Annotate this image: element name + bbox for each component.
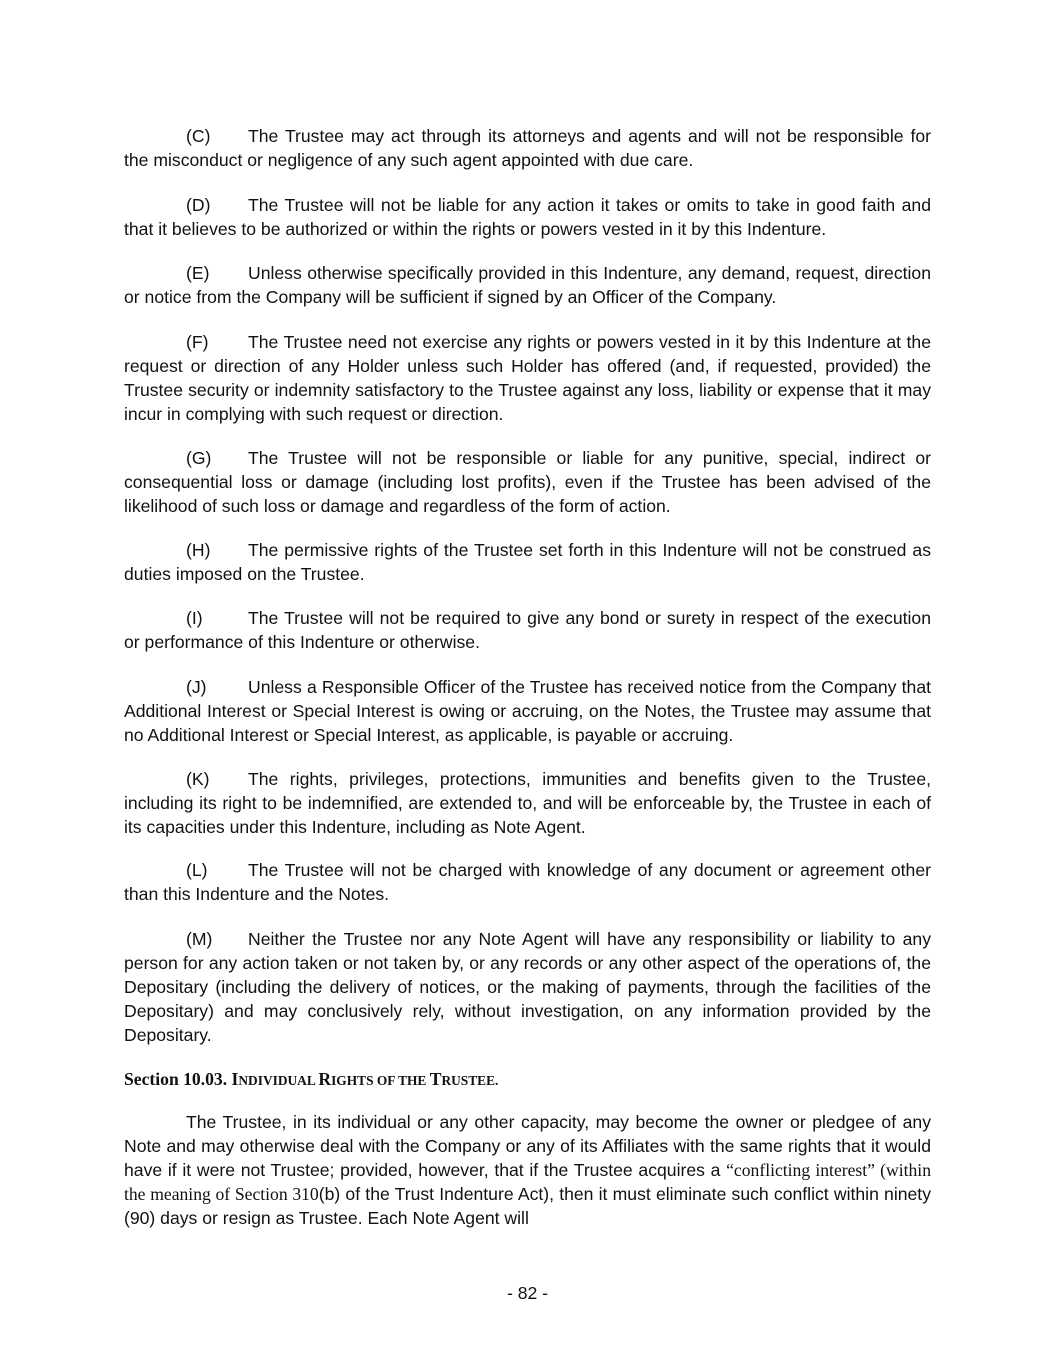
paragraph-label: (C)	[186, 126, 211, 146]
paragraph-text: Unless otherwise specifically provided in this Indenture, any demand, request, direction or notice from the Company will be sufficient if signed by an Officer of the Company.	[124, 263, 931, 307]
paragraph-label: (G)	[186, 448, 212, 468]
paragraph-l	[124, 858, 931, 906]
paragraph-text: Neither the Trustee nor any Note Agent will have any responsibility or liability to any person for any action taken or not taken by, or any records or any other aspect of the operations of, the Depositary (including the delivery of notices, or the making of payments, through the facilities of the Depositary) and may conclusively rely, without investigation, on any information provided by the Depositary.	[124, 929, 931, 1045]
paragraph-label: (M)	[186, 929, 213, 949]
paragraph-e	[124, 261, 931, 309]
paragraph-k	[124, 767, 931, 839]
section-body-part2: “conflicting interest” (within the meaning of Section 310	[124, 1160, 931, 1204]
section-title: INDIVIDUAL RIGHTS OF THE TRUSTEE.	[231, 1069, 499, 1089]
paragraph-label: (K)	[186, 769, 210, 789]
paragraph-text: The Trustee will not be charged with knowledge of any document or agreement other than this Indenture and the Notes.	[124, 860, 931, 904]
section-number: Section 10.03.	[124, 1069, 228, 1089]
section-body-paragraph	[124, 1110, 931, 1230]
section-body-part3: (b) of the Trust Indenture Act), then it must eliminate such conflict within ninety (90) days or resign as Trustee. Each Note Agent will	[124, 1184, 931, 1228]
paragraph-j	[124, 675, 931, 747]
paragraph-label: (H)	[186, 540, 211, 560]
paragraph-c	[124, 124, 931, 172]
paragraph-text: The Trustee need not exercise any rights or powers vested in it by this Indenture at the request or direction of any Holder unless such Holder has offered (and, if requested, provided) the Trustee security or indemnity satisfactory to the Trustee against any loss, liability or expense that it may incur in complying with such request or direction.	[124, 332, 931, 424]
paragraph-f	[124, 330, 931, 426]
section-body-part1: The Trustee, in its individual or any other capacity, may become the owner or pledgee of any Note and may otherwise deal with the Company or any of its Affiliates with the same rights that it would have if it were not Trustee; provided, however, that if the Trustee acquires a	[124, 1112, 931, 1180]
paragraph-label: (E)	[186, 263, 210, 283]
paragraph-text: Unless a Responsible Officer of the Trustee has received notice from the Company that Additional Interest or Special Interest is owing or accruing, on the Notes, the Trustee may assume that no Additional Interest or Special Interest, as applicable, is payable or accruing.	[124, 677, 931, 745]
paragraph-label: (F)	[186, 332, 209, 352]
paragraph-text: The permissive rights of the Trustee set forth in this Indenture will not be construed as duties imposed on the Trustee.	[124, 540, 931, 584]
paragraph-h	[124, 538, 931, 586]
paragraph-label: (D)	[186, 195, 211, 215]
paragraph-text: The Trustee will not be required to give any bond or surety in respect of the execution or performance of this Indenture or otherwise.	[124, 608, 931, 652]
paragraph-label: (L)	[186, 860, 208, 880]
page-number: - 82 -	[506, 1283, 549, 1303]
paragraph-text: The Trustee will not be responsible or liable for any punitive, special, indirect or consequential loss or damage (including lost profits), even if the Trustee has been advised of the likelihood of such loss or damage and regardless of the form of action.	[124, 448, 931, 516]
paragraph-m	[124, 927, 931, 1047]
paragraph-label: (I)	[186, 608, 203, 628]
paragraph-i	[124, 606, 931, 654]
paragraph-label: (J)	[186, 677, 207, 697]
paragraph-text: The Trustee may act through its attorneys and agents and will not be responsible for the misconduct or negligence of any such agent appointed with due care.	[124, 126, 931, 170]
paragraph-d	[124, 193, 931, 241]
paragraph-text: The Trustee will not be liable for any action it takes or omits to take in good faith and that it believes to be authorized or within the rights or powers vested in it by this Indenture.	[124, 195, 931, 239]
paragraph-text: The rights, privileges, protections, immunities and benefits given to the Trustee, including its right to be indemnified, are extended to, and will be enforceable by, the Trustee in each of its capacities under this Indenture, including as Note Agent.	[124, 769, 931, 837]
paragraph-g	[124, 446, 931, 518]
section-heading	[124, 1067, 498, 1093]
